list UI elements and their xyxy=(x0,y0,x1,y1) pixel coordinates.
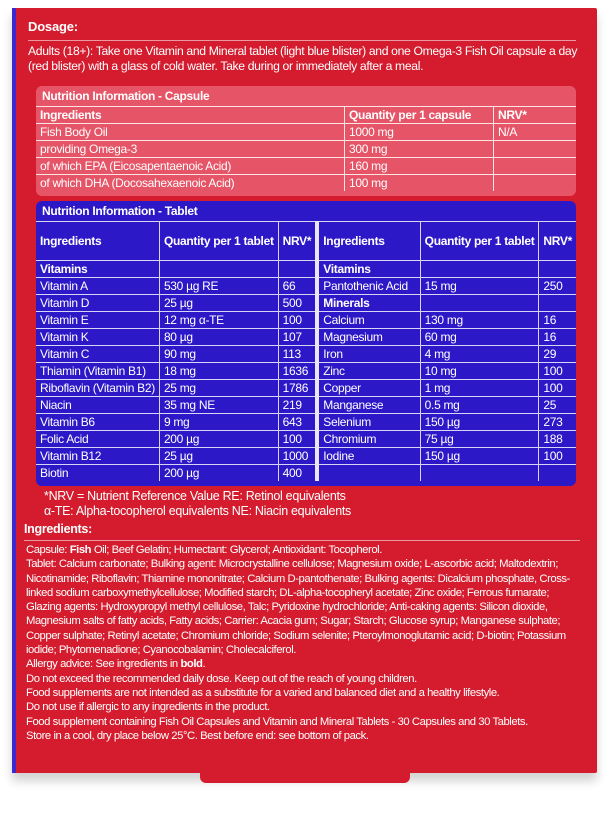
cell-quantity: 90 mg xyxy=(159,346,278,363)
cell-quantity: 4 mg xyxy=(420,346,539,363)
cell-nrv: N/A xyxy=(494,124,577,141)
capsule-nutrition-table xyxy=(36,86,576,196)
cell-ingredient: Folic Acid xyxy=(36,431,159,448)
table-row xyxy=(36,397,315,414)
allergen-bold: Fish xyxy=(69,544,92,556)
allergy-prefix: Allergy advice: See ingredients in xyxy=(26,658,181,671)
cell-nrv: 400 xyxy=(278,465,315,482)
cell-ingredient: Niacin xyxy=(36,397,159,414)
table-row xyxy=(317,380,576,397)
cell-nrv: 113 xyxy=(278,346,315,363)
cell-quantity: 0.5 mg xyxy=(420,397,539,414)
table-row xyxy=(317,414,576,431)
table-row xyxy=(317,295,576,312)
table-row xyxy=(36,261,315,278)
cell-nrv: 100 xyxy=(278,312,315,329)
tablet-table-left xyxy=(36,221,315,481)
table-row xyxy=(36,465,315,482)
allergy-advice xyxy=(26,657,586,671)
warning-line: Food supplements are not intended as a substitute for a varied and balanced diet and a healthy lifestyle. xyxy=(26,686,500,699)
cell-quantity: 200 µg xyxy=(159,465,278,482)
cell-ingredient: Iron xyxy=(317,346,420,363)
cell-ingredient: Thiamin (Vitamin B1) xyxy=(36,363,159,380)
cell-nrv: 1000 xyxy=(278,448,315,465)
section-label: Vitamins xyxy=(317,261,420,278)
table-row xyxy=(317,329,576,346)
dosage-instructions: Adults (18+): Take one Vitamin and Mineral tablet (light blue blister) and one Omega-3 Fish Oil capsule a day (red blister) with a glass of cold water. Take during or immediately after a meal. xyxy=(28,44,578,73)
header-quantity: Quantity per 1 tablet xyxy=(159,222,278,261)
cell-quantity: 60 mg xyxy=(420,329,539,346)
tablet-table-title: Nutrition Information - Tablet xyxy=(42,204,198,218)
box-flap xyxy=(200,773,410,783)
cell-quantity: 12 mg α-TE xyxy=(159,312,278,329)
cell-ingredient: Manganese xyxy=(317,397,420,414)
cell-ingredient: Calcium xyxy=(317,312,420,329)
table-row xyxy=(36,431,315,448)
cell-nrv: 100 xyxy=(539,380,576,397)
table-row xyxy=(36,278,315,295)
warning-line: Do not exceed the recommended daily dose. Keep out of the reach of young children. xyxy=(26,672,417,685)
cell-ingredient: Vitamin C xyxy=(36,346,159,363)
cell-quantity: 10 mg xyxy=(420,363,539,380)
table-row xyxy=(36,346,315,363)
table-row xyxy=(317,465,576,482)
cell-ingredient: Pantothenic Acid xyxy=(317,278,420,295)
cell-nrv: 100 xyxy=(278,431,315,448)
table-row xyxy=(317,261,576,278)
cell-nrv: 273 xyxy=(539,414,576,431)
tablet-table-right xyxy=(315,221,576,481)
cell-quantity xyxy=(420,465,539,482)
table-row xyxy=(317,278,576,295)
cell-nrv: 100 xyxy=(539,448,576,465)
cell-nrv: 219 xyxy=(278,397,315,414)
cell-nrv: 107 xyxy=(278,329,315,346)
header-nrv: NRV* xyxy=(494,107,577,124)
cell-quantity: 130 mg xyxy=(420,312,539,329)
cell-nrv xyxy=(494,158,577,175)
cell-nrv: 16 xyxy=(539,312,576,329)
cell-quantity: 160 mg xyxy=(345,158,494,175)
cell-nrv: 29 xyxy=(539,346,576,363)
table-header-row xyxy=(36,222,315,261)
cell-quantity: 25 µg xyxy=(159,448,278,465)
allergy-bold: bold xyxy=(180,658,203,671)
cell-ingredient: Chromium xyxy=(317,431,420,448)
header-nrv: NRV* xyxy=(539,222,576,261)
cell-ingredient: Vitamin B6 xyxy=(36,414,159,431)
header-ingredients: Ingredients xyxy=(317,222,420,261)
cell-ingredient: Vitamin A xyxy=(36,278,159,295)
cell-ingredient: Iodine xyxy=(317,448,420,465)
cell-quantity: 100 mg xyxy=(345,175,494,192)
table-row xyxy=(317,363,576,380)
divider xyxy=(28,40,576,41)
table-row xyxy=(317,431,576,448)
cell-quantity: 530 µg RE xyxy=(159,278,278,295)
storage-line: Store in a cool, dry place below 25°C. Best before end: see bottom of pack. xyxy=(26,729,369,742)
cell-ingredient: Vitamin D xyxy=(36,295,159,312)
cell-quantity: 150 µg xyxy=(420,448,539,465)
table-header-row xyxy=(36,107,576,124)
cell-ingredient: of which EPA (Eicosapentaenoic Acid) xyxy=(36,158,345,175)
capsule-ingredients xyxy=(26,543,586,557)
cell-nrv: 643 xyxy=(278,414,315,431)
footnote-line: α-TE: Alpha-tocopherol equivalents NE: Niacin equivalents xyxy=(44,504,351,518)
table-row xyxy=(36,295,315,312)
cell-quantity: 300 mg xyxy=(345,141,494,158)
cell-nrv: 1636 xyxy=(278,363,315,380)
cell-quantity: 150 µg xyxy=(420,414,539,431)
cell-ingredient: Selenium xyxy=(317,414,420,431)
cell-quantity: 9 mg xyxy=(159,414,278,431)
cell-ingredient: Vitamin B12 xyxy=(36,448,159,465)
cell-ingredient: Copper xyxy=(317,380,420,397)
header-nrv: NRV* xyxy=(278,222,315,261)
warning-line: Do not use if allergic to any ingredients in the product. xyxy=(26,701,270,714)
capsule-ingredients-rest: Oil; Beef Gelatin; Humectant: Glycerol; Antioxidant: Tocopherol. xyxy=(91,544,382,556)
cell-nrv xyxy=(539,295,576,312)
table-row xyxy=(36,141,576,158)
cell-ingredient: Vitamin K xyxy=(36,329,159,346)
cell-ingredient: Zinc xyxy=(317,363,420,380)
table-row xyxy=(36,158,576,175)
cell-nrv xyxy=(539,465,576,482)
table-row xyxy=(36,414,315,431)
cell-ingredient: providing Omega-3 xyxy=(36,141,345,158)
cell-quantity: 35 mg NE xyxy=(159,397,278,414)
cell-nrv: 25 xyxy=(539,397,576,414)
cell-quantity: 25 mg xyxy=(159,380,278,397)
cell-nrv: 16 xyxy=(539,329,576,346)
cell-quantity: 80 µg xyxy=(159,329,278,346)
warning-line: Food supplement containing Fish Oil Capsules and Vitamin and Mineral Tablets - 30 Capsules and 30 Tablets. xyxy=(26,715,528,728)
header-quantity: Quantity per 1 tablet xyxy=(420,222,539,261)
cell-nrv: 500 xyxy=(278,295,315,312)
cell-quantity xyxy=(420,295,539,312)
table-row xyxy=(317,397,576,414)
header-ingredients: Ingredients xyxy=(36,107,345,124)
cell-ingredient xyxy=(317,465,420,482)
cell-quantity: 15 mg xyxy=(420,278,539,295)
ingredients-title: Ingredients: xyxy=(24,522,92,536)
cell-nrv xyxy=(494,175,577,192)
cell-ingredient: Vitamin E xyxy=(36,312,159,329)
table-row xyxy=(36,448,315,465)
cell-ingredient: Magnesium xyxy=(317,329,420,346)
header-ingredients: Ingredients xyxy=(36,222,159,261)
cell-nrv: 100 xyxy=(539,363,576,380)
table-row xyxy=(36,329,315,346)
cell-nrv xyxy=(278,261,315,278)
table-header-row xyxy=(317,222,576,261)
allergy-suffix: . xyxy=(202,658,206,671)
table-row xyxy=(36,380,315,397)
divider xyxy=(24,540,580,541)
cell-quantity xyxy=(159,261,278,278)
section-label: Minerals xyxy=(317,295,420,312)
cell-nrv: 66 xyxy=(278,278,315,295)
cell-nrv xyxy=(539,261,576,278)
cell-nrv: 188 xyxy=(539,431,576,448)
table-row xyxy=(317,346,576,363)
table-row xyxy=(36,312,315,329)
cell-ingredient: Fish Body Oil xyxy=(36,124,345,141)
cell-nrv: 250 xyxy=(539,278,576,295)
header-quantity: Quantity per 1 capsule xyxy=(345,107,494,124)
capsule-ingredients-prefix: Capsule: xyxy=(26,544,70,556)
cell-ingredient: of which DHA (Docosahexaenoic Acid) xyxy=(36,175,345,192)
cell-quantity: 200 µg xyxy=(159,431,278,448)
table-row xyxy=(36,124,576,141)
table-row xyxy=(36,175,576,192)
cell-quantity: 1000 mg xyxy=(345,124,494,141)
cell-ingredient: Riboflavin (Vitamin B2) xyxy=(36,380,159,397)
cell-quantity: 25 µg xyxy=(159,295,278,312)
cell-quantity: 75 µg xyxy=(420,431,539,448)
table-row xyxy=(317,448,576,465)
table-row xyxy=(317,312,576,329)
nrv-footnote xyxy=(44,489,351,519)
table-row xyxy=(36,363,315,380)
cell-ingredient: Biotin xyxy=(36,465,159,482)
tablet-ingredients: Tablet: Calcium carbonate; Bulking agent: Microcrystalline cellulose; Magnesium oxide; L-ascorbic acid; Maltodextrin; Nicotinamide; Riboflavin; Thiamine mononitrate; Calcium D-pantothenate; Bulking agents: Dicalcium phosphate, Cross-linked sodium carboxymethylcellulose; Modified starch; DL-alpha-tocopheryl acetate; Zinc oxide; Ferrous fumarate; Glazing agents: Hydroxypropyl methyl cellulose, Talc; Pyridoxine hydrochloride; Anti-caking agents: Silicon dioxide, Magnesium salts of fatty acids, Fatty acids; Carrier: Acacia gum; Sugar; Starch; Glucose syrup; Manganese sulphate; Copper sulphate; Retinyl acetate; Chromium chloride; Sodium selenite; Pteroylmonoglutamic acid; D-biotin; Potassium iodide; Phytomenadione; Cyanocobalamin; Cholecalciferol. xyxy=(26,558,570,657)
section-label: Vitamins xyxy=(36,261,159,278)
cell-nrv xyxy=(494,141,577,158)
dosage-title: Dosage: xyxy=(28,19,78,34)
cell-quantity: 1 mg xyxy=(420,380,539,397)
cell-quantity: 18 mg xyxy=(159,363,278,380)
tablet-nutrition-table xyxy=(36,201,576,486)
ingredients-body xyxy=(26,543,586,743)
footnote-line: *NRV = Nutrient Reference Value RE: Retinol equivalents xyxy=(44,489,346,503)
cell-nrv: 1786 xyxy=(278,380,315,397)
capsule-table-title: Nutrition Information - Capsule xyxy=(42,89,210,103)
cell-quantity xyxy=(420,261,539,278)
